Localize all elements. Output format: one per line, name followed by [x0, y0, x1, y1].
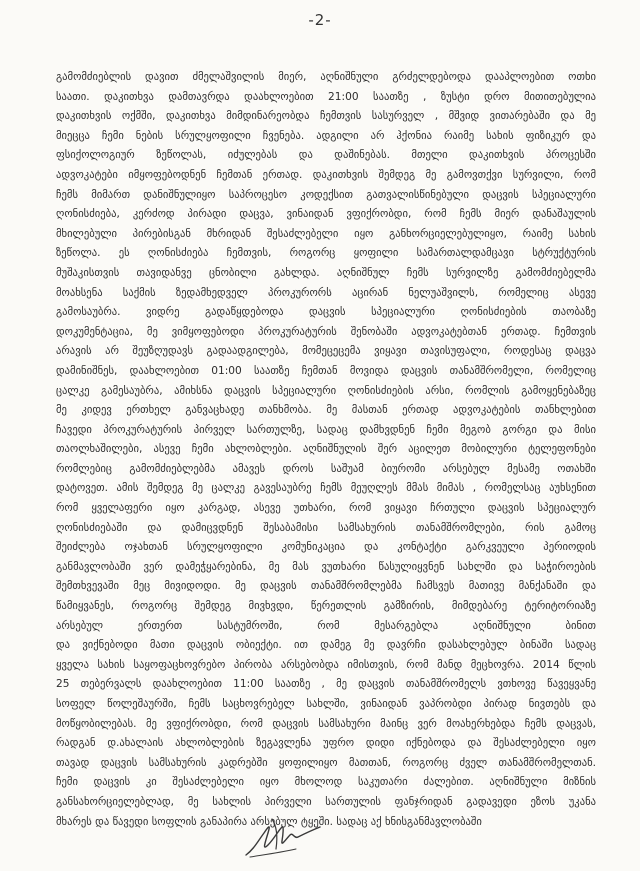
text-line: ფსიქოლოგიურ ზეწოლას, იძულებას და დაშინებას. მთელი დაკითხვის პროცესში [56, 149, 596, 162]
text-line: ჩემს მიმართ დანიშნულიყო საპროცესო კოდექსით გათვალისწინებული დაცვის სპეციალური [56, 188, 596, 201]
text-line: გამოსაუბრა. ვიდრე გადაწყდებოდა დაცვის სპეციალური ღონისძიების თაობაზე [56, 306, 596, 319]
text-line: და ვიქნებოდი მათი დაცვის ობიექტი. ით დამეგ მე დავრჩი დასახლებულ ბინაში სადაც [56, 639, 596, 652]
text-line: რადგან დ.ახალაის ახლობლების ზეგავლენა უფრო დიდი იქნებოდა და შესაძლებელი იყო [56, 737, 596, 750]
text-line: ღონისძიება, კერძოდ პირადი დაცვა, ვინაიდან ვფიქრობდი, რომ ჩემს მიერ დანაშაულის [56, 208, 596, 221]
text-line: გამომძიებლის დავით ძმელაშვილის მიერ, აღნიშნული გრძელდებოდა დააპლოებით ოთხი [56, 71, 596, 83]
text-line: ჩემი დაცვის კი შესაძლებელი იყო მხოლოდ საკუთარი ძალებით. აღნიშნული მიზნის [56, 776, 596, 789]
handwritten-signature-icon [238, 805, 328, 865]
text-line: მხარეს და წავედი სოფლის განაპირა არსებულ ტყეში. სადაც აქ ხნისგანმავლობაში [56, 815, 482, 828]
text-line: დოკუმენტაცია, მე ვიმყოფებოდი პროკურატურის შენობაში ადვოკატებთან ერთად. ჩემთვის [56, 325, 596, 338]
text-line: დამინიშნეს, დაახლოებით 01:00 საათზე ჩემთან მოვიდა დაცვის თანამშრომელი, რომელიც [56, 364, 596, 377]
text-line: 25 თებერვალს დაახლოებით 11:00 საათზე , მე დაცვის თანამშრომელს ვთხოვე წავეყვანე [56, 678, 596, 691]
text-line: თავად დაცვის სამსახურის კადრებში ყოფილიყო მათთან, როგორც ძველ თანამშრომელთან. [56, 756, 596, 769]
text-line: სოფელ წოლეშაურში, ჩემს საცხოვრებელ სახლში, ვინაიდან ვაპრობდი პირად ნივთებს და [56, 698, 596, 710]
text-line: შეიძლება ოჯახთან სრულყოფილი კომუნიკაცია და კონტაქტი გარკვეული პერიოდის [56, 541, 596, 554]
text-line: დატოვეთ. ამის შემდეგ მე ცალკე გავესაუბრე ჩემს მეუღლეს მმას მიმას , რომელსაც აუხსენით [56, 482, 596, 495]
page-number: -2- [308, 11, 332, 29]
text-line: ღონისძიებაში და დამიცვდნენ შესაბამისი სამსახურის თანამშრომლები, რის გამოც [56, 521, 596, 534]
text-line: საათი. დაკითხვა დამთავრდა დაახლოებით 21:00 საათზე , ზუსტი დრო მითითებულია [56, 90, 596, 103]
text-line: ადვოკატები იმყოფებოდნენ ჩემთან ერთად. დაკითხვის შემდეგ მე გამოვთქვი სურვილი, რომ [56, 168, 596, 181]
text-line: დაკითხვის ოქმში, დაკითხვა მიმდინარეობდა ჩემთვის სასურველ , მშვიდ ვითარებაში და მე [56, 110, 596, 123]
text-line: მოწყობილებას. მე ვფიქრობდი, რომ დაცვის სამსახური მაინც ვერ მოახერხებდა ჩემს დაცვას, [56, 717, 596, 730]
text-line: არავის არ შეუზღუდავს გადაადგილება, მომეცეცემა ვიყავი თავისუფალი, როდესაც დაცვა [56, 345, 596, 358]
text-line: ჩავედი პროკურატურის პირველ სართულზე, სადაც დამხვდნენ ჩემი მეგობ გორგი და მისი [56, 423, 596, 436]
text-line: ცალკე გამესაუბრა, ამიხსნა დაცვის სპეციალური ღონისძიების არსი, რომლის გამოყენებაზეც [56, 384, 596, 397]
text-line: წამიყვანეს, როგორც შემდეგ მივხვდი, წერეთლის გამზირის, მიმდებარე ტერიტორიაზე [56, 600, 596, 613]
text-line: ყველა სახის საყოფაცხოვრებო პირობა არსებობდა იმისთვის, რომ მანდ მეცხოვრა. 2014 წლის [56, 658, 596, 671]
text-line: თაოლხაშილები, ასევე ჩემი ახლობლები. აღნიშნულის შერ აცილეთ მობილური ტელეფონები [56, 443, 596, 456]
text-line: შემთხვევაში მეც მივიდოდი. მე დაცვის თანამშრომლებმა ჩამსვეს მათივე მანქანაში და [56, 580, 596, 593]
text-line: მოახსენა საქმის ზედამხედველ პროკურორს აცირან ნელუაშვილს, რომელიც ასევე [56, 286, 596, 299]
text-line: განსახორციელებლად, მე სახლის პირველი სართულის ფანჯრიდან გადავედი ეზოს უკანა [56, 795, 596, 808]
text-line: მუშაკისთვის თავიდანვე ცნობილი გახლდა. აღნიშნულ ჩემს სურვილზე გამომძიებელმა [56, 266, 596, 279]
text-line: ზეწოლა. ეს ღონისძიება ჩემთვის, როგორც ყოფილი სამართალდამცავი სტრუქტურის [56, 247, 596, 260]
text-line: არსებულ ერთერთ სასტუმროში, რომ მესარგებლა აღნიშნული ბინით [56, 619, 596, 632]
text-line: მიეცცა ჩემი ნების სრულყოფილი ჩვენება. ადგილი არ ჰქონია რაიმე სახის ფიზიკურ და [56, 129, 596, 142]
document-body [56, 68, 596, 832]
text-line: მხილებული პირებისგან მხრიდან შესაძლებელი იყო განხორციელებულიყო, რაიმე სახის [56, 227, 596, 240]
text-line: რომ ყველაფერი იყო კარგად, ასევე უთხარი, რომ ვიყავი ჩრთული დაცვის სპეციალურ [56, 502, 596, 515]
text-line: განმავლობაში ვერ დამეჭყარებინა, მე მას ვუთხარი წასულიყვნენ სახლში და საჭიროების [56, 560, 596, 573]
text-line: რომლებიც გამომძიებლებმა ამავეს დროს საშუამ ბიურომი არსებულ მესამე ოთახში [56, 462, 596, 475]
text-line: მე კიდევ ერთხელ განვაცხადე თანხმობა. მე მასთან ერთად ადვოკატების თანხლებით [56, 404, 596, 417]
